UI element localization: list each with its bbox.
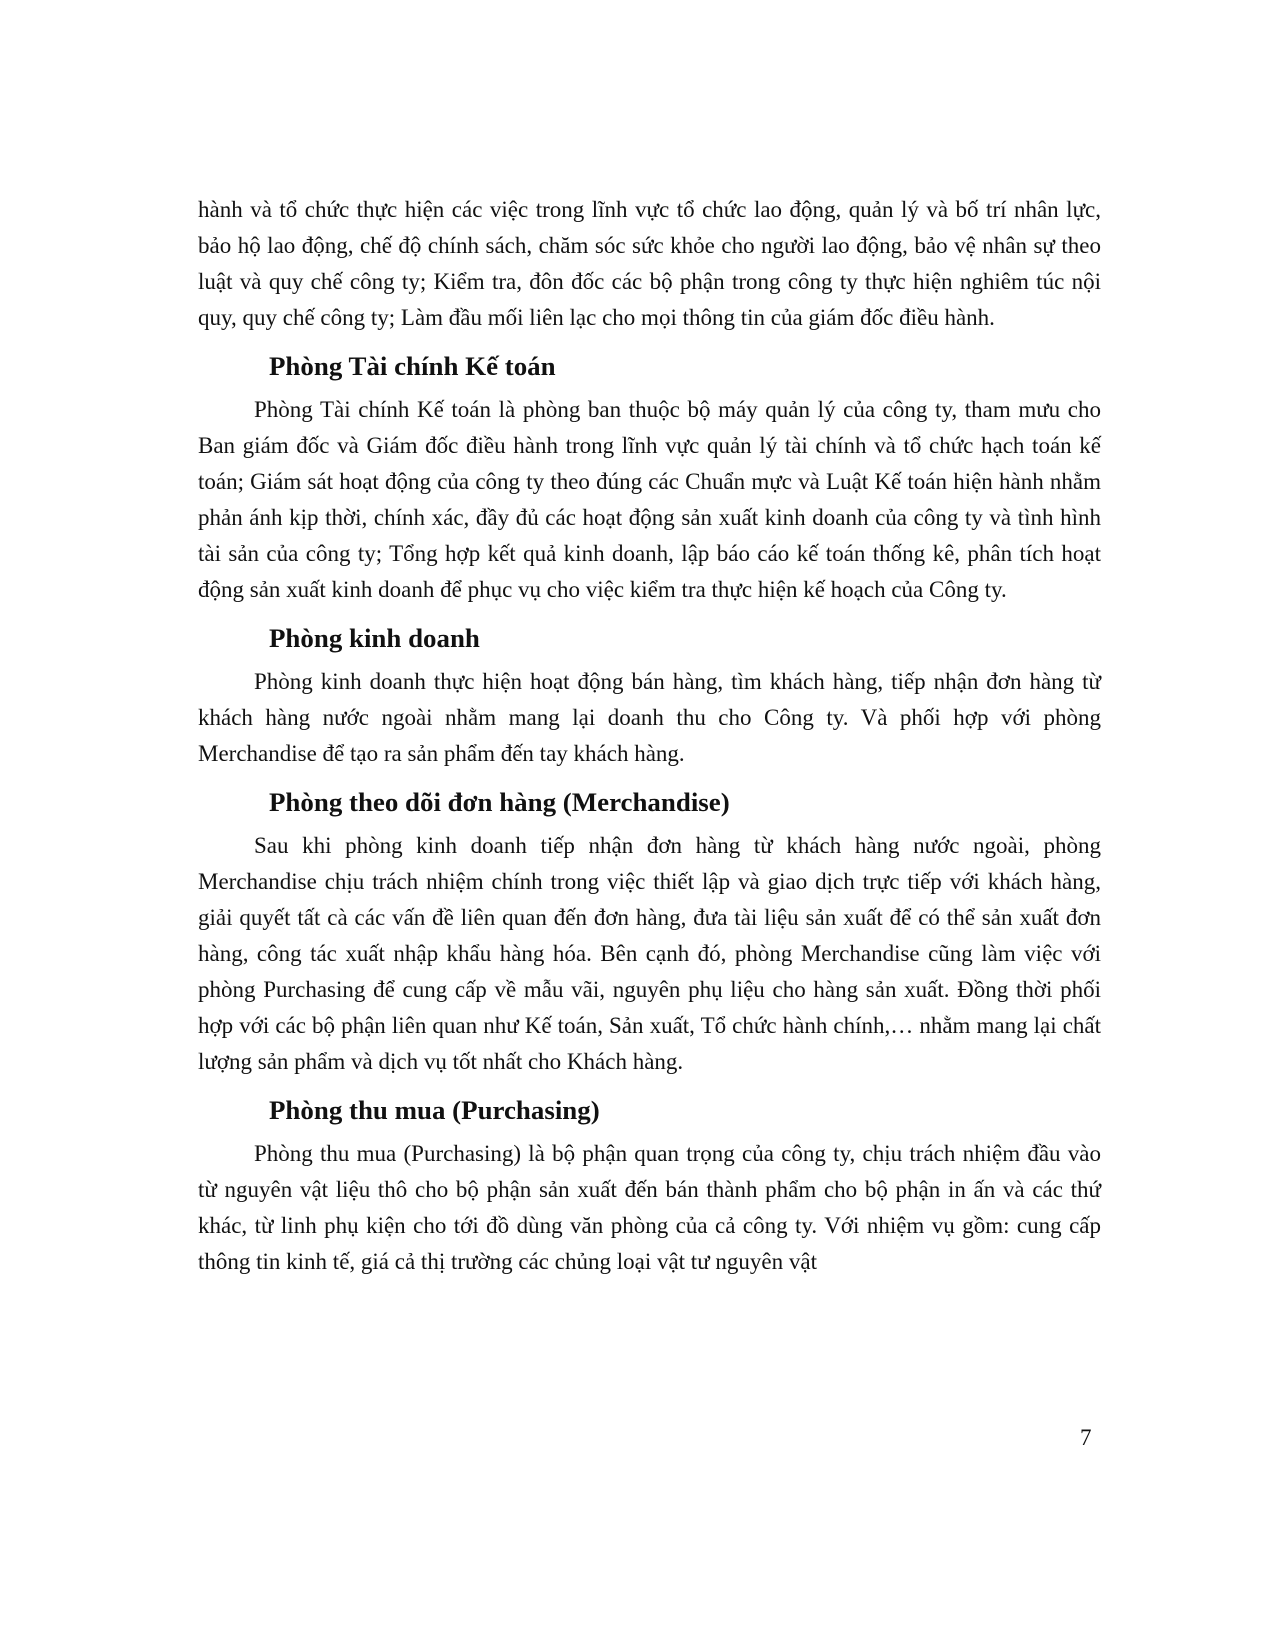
heading-sales: Phòng kinh doanh — [269, 623, 480, 653]
paragraph-purchasing: Phòng thu mua (Purchasing) là bộ phận quan trọng của công ty, chịu trách nhiệm đầu vào từ nguyên vật liệu thô cho bộ phận sản xuất đến bán thành phẩm cho bộ phận in ấn và các thứ khác, từ linh phụ kiện cho tới đồ dùng văn phòng của cả công ty. Với nhiệm vụ gồm: cung cấp thông tin kinh tế, giá cả thị trường các chủng loại vật tư nguyên vật — [198, 1141, 1101, 1274]
paragraph-sales: Phòng kinh doanh thực hiện hoạt động bán hàng, tìm khách hàng, tiếp nhận đơn hàng từ khách hàng nước ngoài nhằm mang lại doanh thu cho Công ty. Và phối hợp với phòng Merchandise để tạo ra sản phẩm đến tay khách hàng. — [198, 669, 1101, 766]
paragraph-merchandise: Sau khi phòng kinh doanh tiếp nhận đơn hàng từ khách hàng nước ngoài, phòng Merchandise chịu trách nhiệm chính trong việc thiết lập và giao dịch trực tiếp với khách hàng, giải quyết tất cà các vấn đề liên quan đến đơn hàng, đưa tài liệu sản xuất để có thể sản xuất đơn hàng, công tác xuất nhập khẩu hàng hóa. Bên cạnh đó, phòng Merchandise cũng làm việc với phòng Purchasing để cung cấp về mẫu vãi, nguyên phụ liệu cho hàng sản xuất. Đồng thời phối hợp với các bộ phận liên quan như Kế toán, Sản xuất, Tổ chức hành chính,… nhằm mang lại chất lượng sản phẩm và dịch vụ tốt nhất cho Khách hàng. — [198, 833, 1101, 1074]
heading-merchandise: Phòng theo dõi đơn hàng (Merchandise) — [269, 787, 730, 817]
heading-finance-accounting: Phòng Tài chính Kế toán — [269, 351, 556, 381]
paragraph-finance-accounting: Phòng Tài chính Kế toán là phòng ban thuộc bộ máy quản lý của công ty, tham mưu cho Ban giám đốc và Giám đốc điều hành trong lĩnh vực quản lý tài chính và tổ chức hạch toán kế toán; Giám sát hoạt động của công ty theo đúng các Chuẩn mực và Luật Kế toán hiện hành nhằm phản ánh kịp thời, chính xác, đầy đủ các hoạt động sản xuất kinh doanh của công ty và tình hình tài sản của công ty; Tổng hợp kết quả kinh doanh, lập báo cáo kế toán thống kê, phân tích hoạt động sản xuất kinh doanh để phục vụ cho việc kiểm tra thực hiện kế hoạch của Công ty. — [198, 397, 1101, 602]
page-number: 7 — [1080, 1425, 1092, 1450]
document-body — [198, 192, 1101, 1280]
heading-purchasing: Phòng thu mua (Purchasing) — [269, 1095, 600, 1125]
paragraph-hr-continuation: hành và tổ chức thực hiện các việc trong lĩnh vực tổ chức lao động, quản lý và bố trí nhân lực, bảo hộ lao động, chế độ chính sách, chăm sóc sức khỏe cho người lao động, bảo vệ nhân sự theo luật và quy chế công ty; Kiểm tra, đôn đốc các bộ phận trong công ty thực hiện nghiêm túc nội quy, quy chế công ty; Làm đầu mối liên lạc cho mọi thông tin của giám đốc điều hành. — [198, 197, 1101, 330]
